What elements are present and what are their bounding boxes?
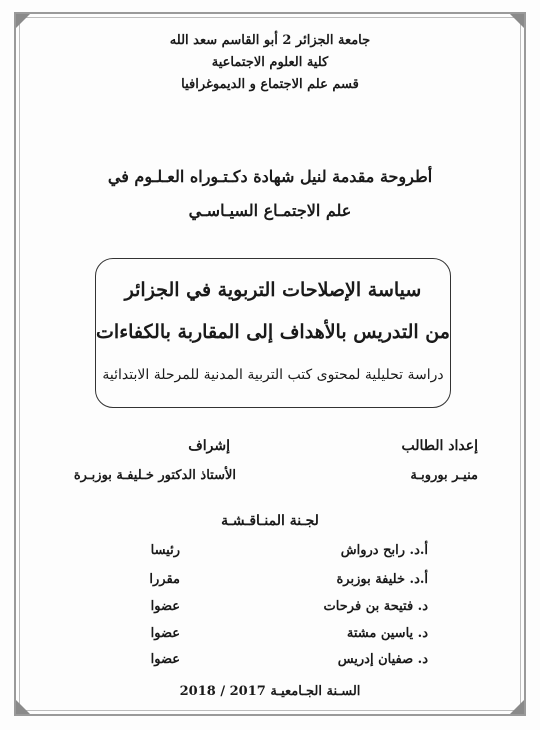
institution-header [0, 30, 540, 96]
committee-member-name: د. فتيحة بن فرحات [323, 599, 428, 614]
committee-member-role: عضوا [150, 626, 180, 641]
faculty-name: كلية العلوم الاجتماعية [211, 55, 329, 70]
supervisor-name: الأستاذ الدكتور خـليفـة بوزبـرة [73, 468, 236, 483]
department-name: قسم علم الاجتماع و الديموغرافيا [181, 77, 359, 92]
thesis-statement [0, 160, 540, 228]
supervision-label: إشراف [188, 438, 230, 454]
thesis-subtitle: دراسة تحليلية لمحتوى كتب التربية المدنية للمرحلة الابتدائية [102, 367, 444, 383]
thesis-title-secondary: من التدريس بالأهداف إلى المقاربة بالكفاءات [96, 321, 450, 343]
corner-ornament-top-left [16, 14, 30, 28]
committee-member-role: عضوا [150, 599, 180, 614]
corner-ornament-bottom-right [510, 700, 524, 714]
committee-member-role: رئيسا [150, 543, 180, 558]
committee-member-role: مقررا [149, 572, 180, 587]
university-name: جامعة الجزائر 2 أبو القاسم سعد الله [169, 33, 371, 48]
thesis-title-box [95, 258, 451, 408]
thesis-title-main: سياسة الإصلاحات التربوية في الجزائر [124, 279, 422, 301]
committee-member-name: د. صفيان إدريس [337, 652, 428, 667]
committee-member-name: أ.د. رابح درواش [340, 543, 428, 558]
corner-ornament-bottom-left [16, 700, 30, 714]
student-name: منيـر بوروبـة [410, 468, 478, 483]
prepared-by-label: إعداد الطالب [401, 438, 478, 454]
corner-ornament-top-right [510, 14, 524, 28]
committee-member-role: عضوا [150, 652, 180, 667]
thesis-degree-line: أطروحة مقدمة لنيل شهادة دكـتـوراه العـلـوم في [107, 167, 433, 186]
committee-member-name: د. ياسين مشتة [346, 626, 428, 641]
committee-member-name: أ.د. خليفة بوزبرة [336, 572, 428, 587]
thesis-field-line: علم الاجتمـاع السيـاسـي [188, 201, 352, 220]
academic-year: السـنة الجـامعيـة 2017 / 2018 [179, 684, 361, 699]
committee-title: لجـنة المنـاقـشـة [221, 513, 319, 529]
